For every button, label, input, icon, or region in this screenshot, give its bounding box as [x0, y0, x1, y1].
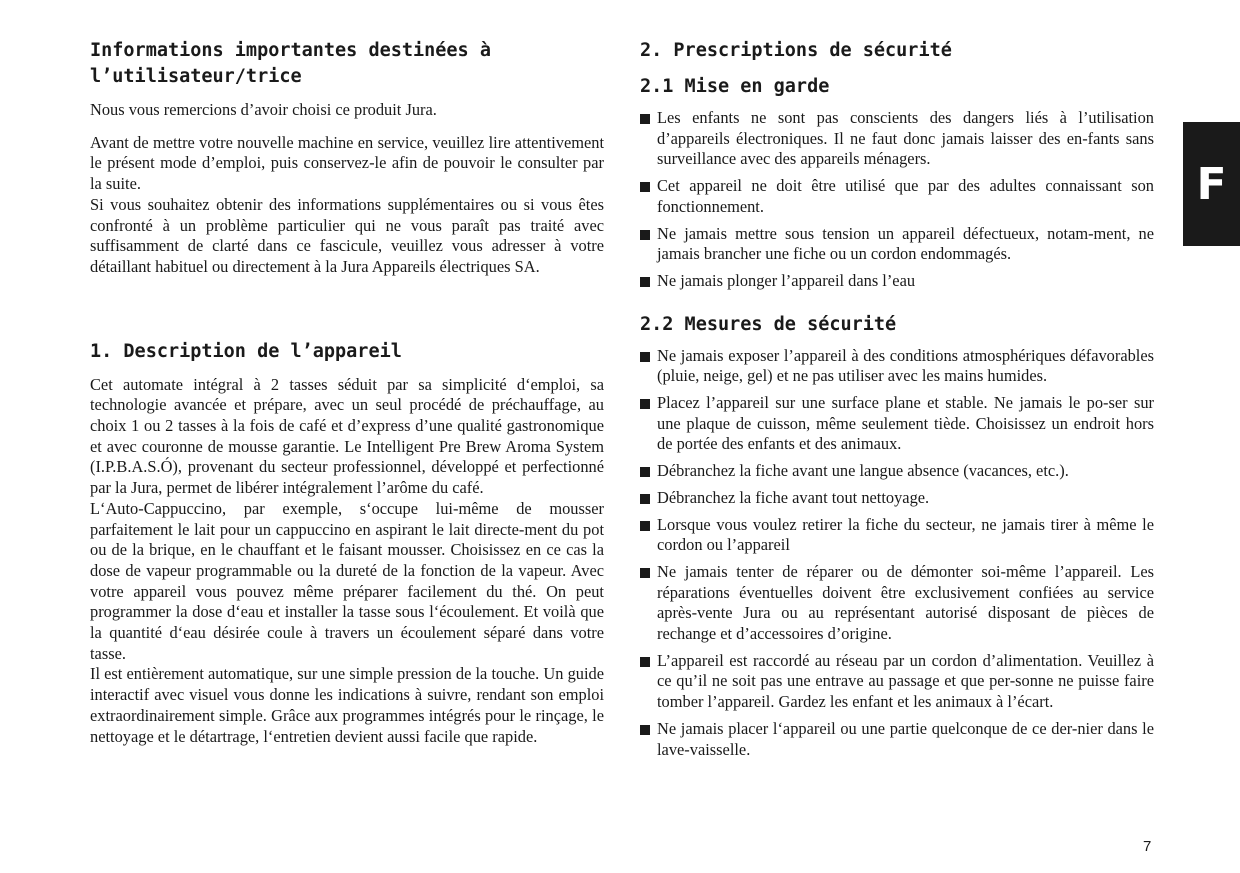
- subsection-2-1-title: 2.1 Mise en garde: [640, 76, 830, 97]
- left-column: [90, 38, 604, 747]
- list-item: Débranchez la fiche avant une langue absence (vacances, etc.).: [640, 461, 1154, 482]
- section-2-title: 2. Prescriptions de sécurité: [640, 40, 952, 61]
- right-column: [640, 38, 1154, 766]
- intro-thanks: Nous vous remercions d’avoir choisi ce produit Jura.: [90, 100, 437, 119]
- list-item: Ne jamais tenter de réparer ou de démonter soi-même l’appareil. Les réparations éventuelles doivent être exclusivement confiées au service après-vente Jura ou au représentant autorisé disposant de pièces de rechange et d’accessoires d’origine.: [640, 562, 1154, 645]
- warning-list: [640, 108, 1154, 292]
- page-number: 7: [1143, 838, 1152, 855]
- section-1-paragraph-3: Il est entièrement automatique, sur une simple pression de la touche. Un guide interactif avec visuel vous donne les indications à suivre, rendant son emploi extraordinairement simple. Grâce aux programmes intégrés pour le rinçage, le nettoyage et le détartrage, l‘entretien devient aussi facile que rapide.: [90, 664, 604, 746]
- intro-title: Informations importantes destinées à l’utilisateur/trice: [90, 40, 491, 87]
- section-1-paragraph-2: L‘Auto-Cappuccino, par exemple, s‘occupe lui-même de mousser parfaitement le lait pour un cappuccino en aspirant le lait directe-ment du pot ou de la brique, en le chauffant et le faisant mousser. Choisissez en ce cas la dose de vapeur programmable ou la dureté de la fonction de la vapeur. Avec votre appareil vous pouvez même préparer facilement du thé. On peut programmer la dose d‘eau et installer la tasse sous l‘écoulement. Et voilà que la quantité d‘eau désirée coule à travers un écoulement séparé dans votre tasse.: [90, 498, 604, 663]
- intro-body-2: Si vous souhaitez obtenir des informations supplémentaires ou si vous êtes confronté à un problème particulier qui ne vous paraît pas traité avec suffisamment de clarté dans ce fascicule, veuillez vous adresser à votre détaillant habituel ou directement à la Jura Appareils électriques SA.: [90, 194, 604, 276]
- section-1-title: 1. Description de l’appareil: [90, 340, 402, 362]
- list-item: Lorsque vous voulez retirer la fiche du secteur, ne jamais tirer à même le cordon ou l’appareil: [640, 515, 1154, 556]
- language-tab: F: [1183, 122, 1240, 246]
- list-item: Les enfants ne sont pas conscients des dangers liés à l’utilisation d’appareils électroniques. Il ne faut donc jamais laisser des en-fants sans surveillance avec des appareils ménagers.: [640, 108, 1154, 170]
- list-item: Placez l’appareil sur une surface plane et stable. Ne jamais le po-ser sur une plaque de cuisson, même seulement tiède. Choisissez un endroit hors de portée des enfants et des animaux.: [640, 393, 1154, 455]
- list-item: Ne jamais plonger l’appareil dans l’eau: [640, 271, 1154, 292]
- list-item: Ne jamais placer l‘appareil ou une partie quelconque de ce der-nier dans le lave-vaisselle.: [640, 719, 1154, 760]
- safety-measures-list: [640, 346, 1154, 761]
- list-item: Ne jamais exposer l’appareil à des conditions atmosphériques défavorables (pluie, neige, gel) et ne pas utiliser avec les mains humides.: [640, 346, 1154, 387]
- list-item: L’appareil est raccordé au réseau par un cordon d’alimentation. Veuillez à ce qu’il ne soit pas une entrave au passage et que per-sonne ne puisse faire tomber l’appareil. Gardez les enfant et les animaux à l’écart.: [640, 651, 1154, 713]
- list-item: Débranchez la fiche avant tout nettoyage.: [640, 488, 1154, 509]
- intro-body: Avant de mettre votre nouvelle machine en service, veuillez lire attentivement le présent mode d’emploi, puis conservez-le afin de pouvoir le consulter par la suite.: [90, 132, 604, 194]
- subsection-2-2-title: 2.2 Mesures de sécurité: [640, 313, 897, 335]
- list-item: Ne jamais mettre sous tension un appareil défectueux, notam-ment, ne jamais brancher une fiche ou un cordon endommagés.: [640, 224, 1154, 265]
- section-1-paragraph-1: Cet automate intégral à 2 tasses séduit par sa simplicité d‘emploi, sa technologie avancée et prépare, avec un seul procédé de préchauffage, au choix 1 ou 2 tasses à la fois de café et d’express d’une qualité gastronomique et avec couronne de mousse garantie. Le Intelligent Pre Brew Aroma System (I.P.B.A.S.Ó), provenant du secteur professionnel, développé et perfectionné par la Jura, permet de libérer intégralement l’arôme du café.: [90, 374, 604, 498]
- list-item: Cet appareil ne doit être utilisé que par des adultes connaissant son fonctionnement.: [640, 176, 1154, 217]
